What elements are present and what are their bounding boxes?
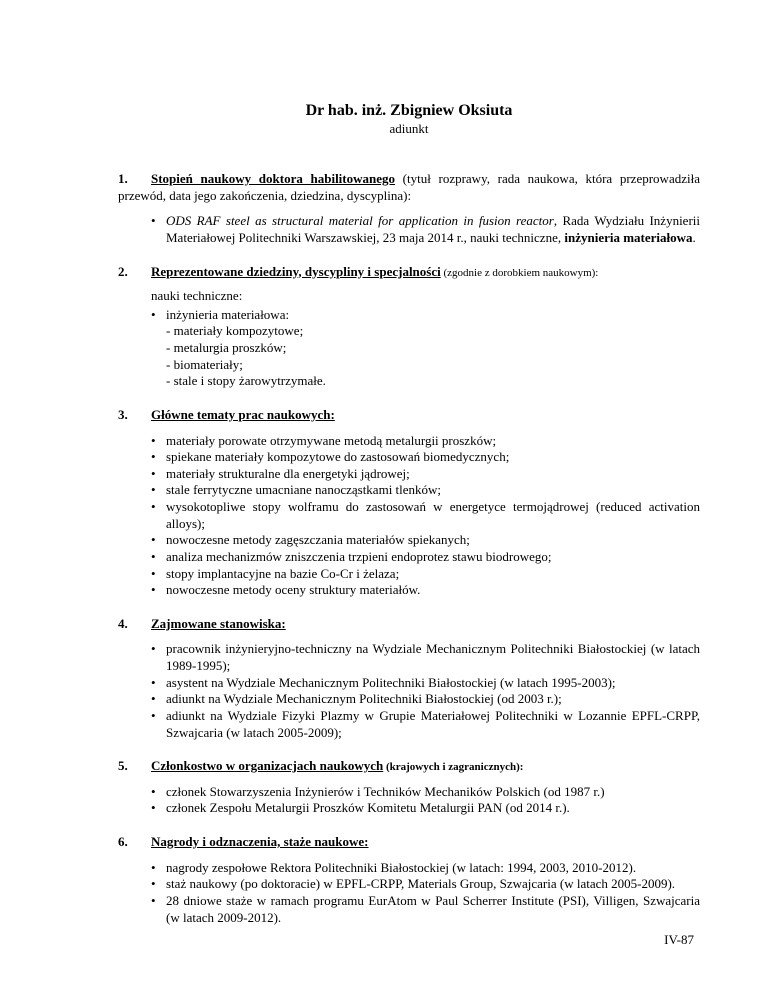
list-item-text: 28 dniowe staże w ramach programu EurAtom w Paul Scherrer Institute (PSI), Villigen, Szwajcaria (w latach 2009-2012). — [166, 892, 700, 925]
section-heading-rest: (krajowych i zagranicznych): — [383, 761, 524, 774]
section-heading: Nagrody i odznaczenia, staże naukowe: — [151, 834, 369, 850]
list-item — [151, 691, 700, 708]
list-item — [151, 800, 700, 817]
list-item — [151, 860, 700, 877]
section-heading-line — [118, 171, 700, 204]
section-number: 2. — [118, 263, 128, 279]
list-item-text: nowoczesne metody oceny struktury materiałów. — [166, 582, 421, 598]
list-item — [151, 433, 700, 450]
bullet-icon: • — [151, 465, 156, 481]
list-item-text: pracownik inżynieryjno-techniczny na Wydziale Mechanicznym Politechniki Białostockiej (w latach 1989-1995); — [166, 641, 700, 674]
list-item-text: analiza mechanizmów zniszczenia trzpieni endoprotez stawu biodrowego; — [166, 548, 552, 564]
section-heading: Członkostwo w organizacjach naukowych — [151, 758, 384, 774]
bullet-icon: • — [151, 449, 156, 465]
section-heading-line — [118, 616, 700, 633]
bullet-icon: • — [151, 548, 156, 564]
section-heading-line — [118, 758, 700, 775]
section-habilitation-degree — [118, 171, 700, 247]
bullet-icon: • — [151, 859, 156, 875]
sublist-item: - biomateriały; — [166, 356, 243, 372]
bullet-list — [118, 860, 700, 927]
list-item — [151, 549, 700, 566]
list-item-text: spiekane materiały kompozytowe do zastosowań biomedycznych; — [166, 449, 510, 465]
list-item-text: stale ferrytyczne umacniane nanocząstkami tlenków; — [166, 482, 442, 498]
list-item-text — [166, 213, 700, 246]
list-item-text: adiunkt na Wydziale Fizyki Plazmy w Grupie Materiałowej Politechniki w Lozannie EPFL-CRPP, Szwajcaria (w latach 2005-2009); — [166, 707, 700, 740]
discipline-sublist — [118, 323, 700, 390]
list-item — [151, 708, 700, 741]
list-item — [151, 449, 700, 466]
sublist-item: - metalurgia proszków; — [166, 340, 287, 356]
bullet-list — [118, 641, 700, 741]
document-header — [118, 101, 700, 138]
section-heading: Stopień naukowy doktora habilitowanego — [151, 171, 396, 187]
list-item-text: adiunkt na Wydziale Mechanicznym Politechniki Białostockiej (od 2003 r.); — [166, 691, 562, 707]
section-heading-rest: (tytuł rozprawy, rada naukowa, która przeprowadziła przewód, data jego zakończenia, dziedzina, dyscyplina): — [118, 171, 700, 203]
list-item-text: wysokotopliwe stopy wolframu do zastosowań w energetyce termojądrowej (reduced activation alloys); — [166, 499, 700, 531]
bullet-icon: • — [151, 213, 156, 229]
list-item-text: materiały strukturalne dla energetyki jądrowej; — [166, 465, 410, 481]
disciplines-intro: nauki techniczne: — [151, 288, 243, 304]
section-disciplines — [118, 264, 700, 390]
list-item-text: nagrody zespołowe Rektora Politechniki Białostockiej (w latach: 1994, 2003, 2010-2012). — [166, 859, 637, 875]
section-heading-line — [118, 834, 700, 851]
list-item-text: stopy implantacyjne na bazie Co-Cr i żelaza; — [166, 565, 400, 581]
list-item — [151, 566, 700, 583]
section-number: 1. — [118, 171, 128, 187]
bullet-icon: • — [151, 582, 156, 598]
thesis-title: ODS RAF steel as structural material for application in fusion reactor — [166, 213, 554, 229]
bullet-icon: • — [151, 783, 156, 799]
bullet-icon: • — [151, 432, 156, 448]
thesis-details: , Rada Wydziału Inżynierii Materiałowej Politechniki Warszawskiej, 23 maja 2014 r., nauki techniczne, — [166, 213, 701, 245]
bullet-list — [118, 433, 700, 599]
list-item — [151, 499, 700, 532]
section-number: 4. — [118, 615, 128, 631]
bullet-icon: • — [151, 306, 156, 322]
list-item-text: nowoczesne metody zagęszczania materiałów spiekanych; — [166, 532, 470, 548]
section-research-topics — [118, 407, 700, 599]
list-item-text: inżynieria materiałowa: — [166, 306, 290, 322]
list-item — [151, 582, 700, 599]
section-number: 5. — [118, 758, 128, 774]
section-positions — [118, 616, 700, 741]
bullet-icon: • — [151, 876, 156, 892]
list-item-text: asystent na Wydziale Mechanicznym Politechniki Białostockiej (w latach 1995-2003); — [166, 674, 616, 690]
section-heading-line — [118, 407, 700, 424]
list-item-text: członek Stowarzyszenia Inżynierów i Techników Mechaników Polskich (od 1987 r.) — [166, 783, 605, 799]
sentence-end: . — [692, 229, 696, 245]
section-heading: Główne tematy prac naukowych: — [151, 406, 335, 422]
sublist-item: - stale i stopy żarowytrzymałe. — [166, 373, 326, 389]
section-memberships — [118, 758, 700, 817]
section-heading: Zajmowane stanowiska: — [151, 615, 286, 631]
sublist-item: - materiały kompozytowe; — [166, 323, 304, 339]
page-subtitle: adiunkt — [389, 121, 429, 137]
bullet-list — [118, 213, 700, 246]
section-heading-line — [118, 264, 700, 281]
list-item — [151, 876, 700, 893]
list-item-text: członek Zespołu Metalurgii Proszków Komitetu Metalurgii PAN (od 2014 r.). — [166, 800, 570, 816]
bullet-list — [118, 307, 700, 324]
list-item-text: materiały porowate otrzymywane metodą metalurgii proszków; — [166, 432, 497, 448]
list-item — [151, 532, 700, 549]
page-title: Dr hab. inż. Zbigniew Oksiuta — [305, 102, 513, 119]
list-item — [151, 675, 700, 692]
bullet-icon: • — [151, 707, 156, 723]
bullet-icon: • — [151, 532, 156, 548]
bullet-icon: • — [151, 565, 156, 581]
list-item — [151, 784, 700, 801]
discipline-emphasis: inżynieria materiałowa — [564, 229, 693, 245]
section-heading: Reprezentowane dziedziny, dyscypliny i specjalności — [151, 263, 441, 279]
section-number: 6. — [118, 834, 128, 850]
bullet-icon: • — [151, 482, 156, 498]
list-item — [151, 482, 700, 499]
bullet-icon: • — [151, 674, 156, 690]
bullet-icon: • — [151, 499, 156, 515]
list-item — [151, 641, 700, 674]
list-item — [151, 213, 700, 246]
list-item-text: staż naukowy (po doktoracie) w EPFL-CRPP, Materials Group, Szwajcaria (w latach 2005-2009). — [166, 876, 676, 892]
section-awards — [118, 834, 700, 926]
list-item — [151, 466, 700, 483]
page-number: IV-87 — [664, 932, 694, 947]
bullet-list — [118, 784, 700, 817]
list-item — [151, 893, 700, 926]
bullet-icon: • — [151, 800, 156, 816]
bullet-icon: • — [151, 691, 156, 707]
bullet-icon: • — [151, 641, 156, 657]
section-number: 3. — [118, 406, 128, 422]
list-item — [151, 307, 700, 324]
section-heading-rest: (zgodnie z dorobkiem naukowym): — [440, 266, 599, 279]
bullet-icon: • — [151, 892, 156, 908]
